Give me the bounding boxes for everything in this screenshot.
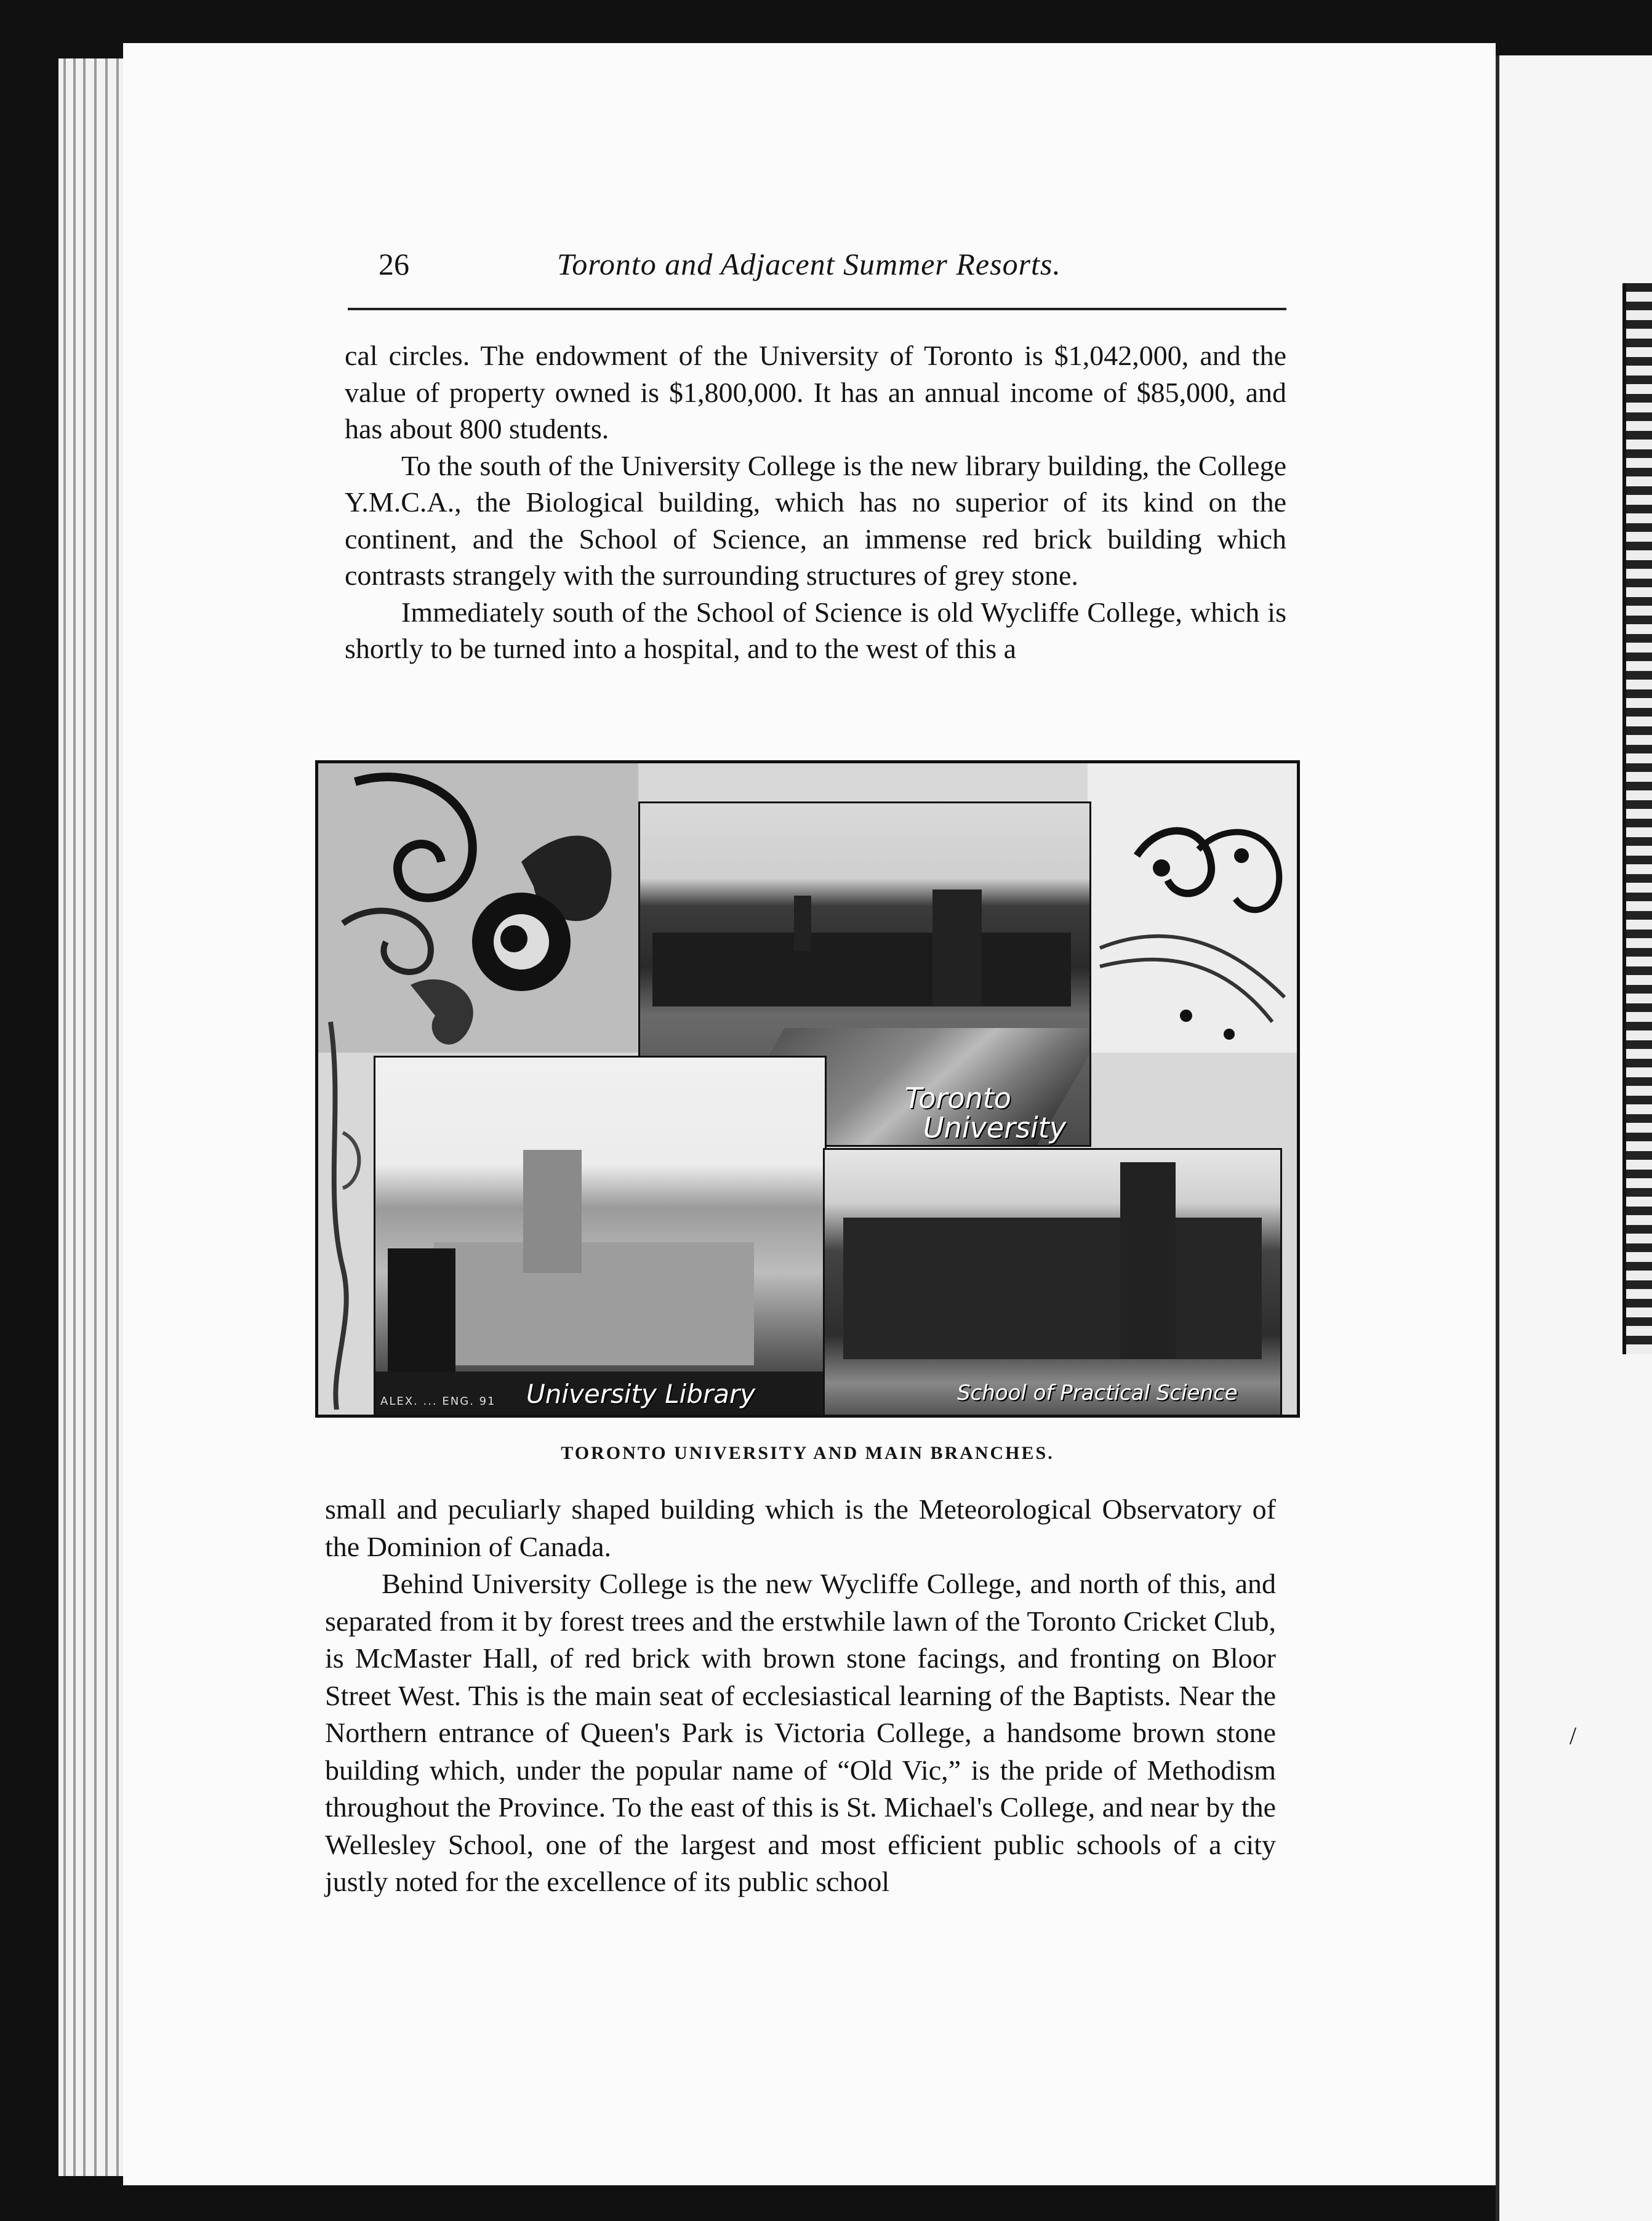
facing-illustration-edge <box>1622 283 1652 1354</box>
text-block-upper <box>345 337 1286 667</box>
scroll-ornament-right <box>1088 763 1297 1053</box>
spire <box>794 896 811 951</box>
margin-dash-mark: / <box>1570 1722 1577 1749</box>
school-building <box>843 1218 1262 1359</box>
photo-university-library <box>374 1056 827 1418</box>
running-title: Toronto and Adjacent Summer Resorts. <box>557 247 1061 281</box>
main-tower <box>932 890 982 1006</box>
paragraph: cal circles. The endowment of the University of Toronto is $1,042,000, and the value of property owned is $1,800,000. It has an annual income of $85,000, and has about 800 students. <box>345 340 1286 444</box>
engraver-mark: ALEX. ... ENG. 91 <box>380 1395 496 1408</box>
university-photo-label: Toronto University <box>905 1082 1067 1144</box>
paragraph: Immediately south of the School of Science is old Wycliffe College, which is shortly to be turned into a hospital, and to the west of this a <box>345 596 1286 664</box>
figure-caption: TORONTO UNIVERSITY AND MAIN BRANCHES. <box>561 1443 1054 1463</box>
figure-photo-collage <box>315 760 1300 1418</box>
header-rule <box>348 308 1286 310</box>
facing-page-edge <box>1496 55 1652 2221</box>
school-tower <box>1120 1162 1176 1359</box>
university-college-building <box>652 933 1071 1006</box>
paragraph: To the south of the University College is the new library building, the College Y.M.C.A., the Biological building, which has no superior of its kind on the continent, and the School of Science, an immense red brick building which contrasts strangely with the surrounding structures of grey stone. <box>345 449 1286 591</box>
paragraph: Behind University College is the new Wycliffe College, and north of this, and separated from it by forest trees and the erstwhile lawn of the Toronto Cricket Club, is McMaster Hall, of red brick with brown stone facings, and fronting on Bloor Street West. This is the main seat of ecclesiastical learning of the Baptists. Near the Northern entrance of Queen's Park is Victoria College, a handsome brown stone building which, under the popular name of “Old Vic,” is the pride of Methodism throughout the Province. To the east of this is St. Michael's College, and near by the Wellesley School, one of the largest and most efficient public schools of a city justly noted for the excellence of its public school <box>325 1568 1276 1897</box>
margin-tick-mark: ✓ <box>25 1450 66 1504</box>
paragraph: small and peculiarly shaped building which is the Meteorological Observatory of the Dominion of Canada. <box>325 1493 1276 1562</box>
library-tower <box>523 1150 582 1273</box>
page-stack-edges <box>58 58 126 2176</box>
text-block-lower <box>325 1491 1276 1901</box>
page-number: 26 <box>379 247 409 281</box>
school-photo-label: School of Practical Science <box>957 1381 1238 1405</box>
trees <box>388 1248 455 1384</box>
library-building <box>434 1242 754 1365</box>
photo-school-of-practical-science <box>823 1148 1282 1416</box>
library-photo-label: University Library <box>526 1379 756 1409</box>
running-head <box>348 246 1286 289</box>
